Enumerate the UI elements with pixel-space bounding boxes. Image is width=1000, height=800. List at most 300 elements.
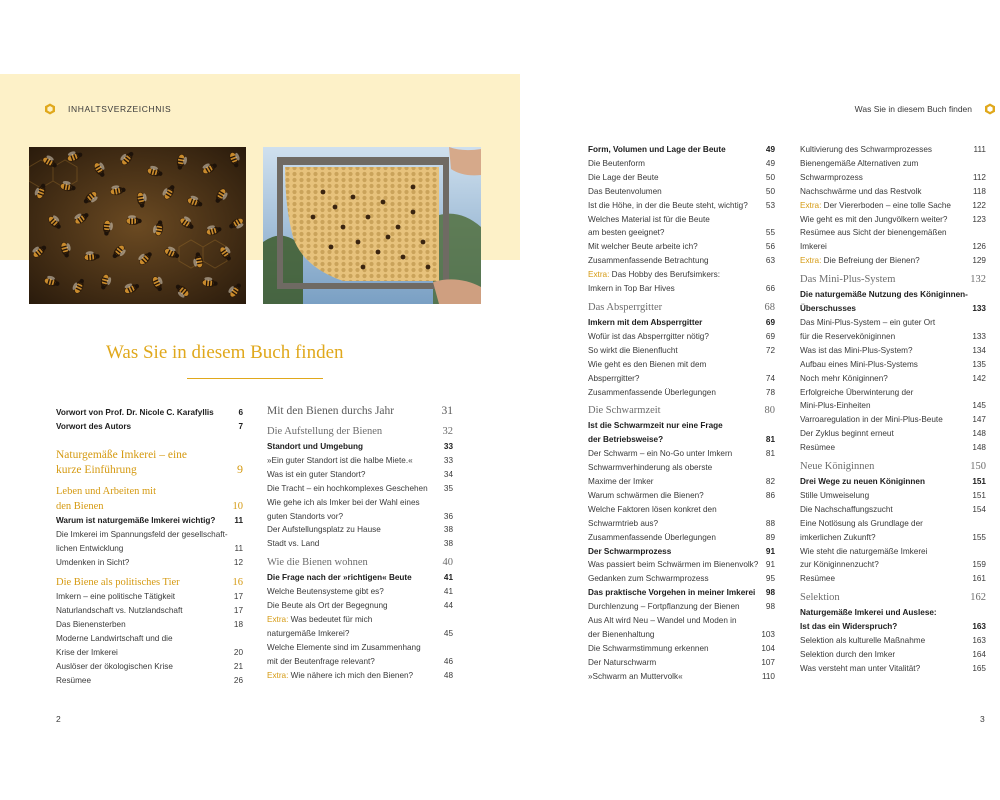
toc-entry-title [800,531,966,545]
toc-entry-text: Das Absperrgitter [588,301,663,313]
toc-entry-text: Der Schwarm – ein No-Go unter Imkern [588,449,733,459]
toc-page-number: 133 [972,304,986,314]
toc-entry[interactable] [56,514,243,528]
toc-page-number: 129 [972,256,986,266]
toc-page-number: 12 [233,557,243,567]
toc-entry-title [56,618,228,632]
toc-entry-text: Das Mini-Plus-System – ein guter Ort [800,317,936,327]
toc-entry[interactable] [588,600,775,614]
toc-page-number: 78 [765,387,775,397]
toc-entry[interactable] [267,523,453,537]
toc-entry[interactable] [56,484,243,499]
toc-entry-text: Die Frage nach der »richtigen« Beute [267,573,412,583]
toc-page-number: 155 [972,532,986,542]
toc-entry-text: Bienengemäße Alternativen zum [800,158,919,168]
toc-entry[interactable] [800,459,986,475]
toc-page-number: 126 [972,242,986,252]
toc-entry-text: Umdenken in Sicht? [56,557,130,567]
toc-entry-title [588,545,760,559]
toc-entry-text: Welches Material ist für die Beute [588,214,710,224]
toc-entry[interactable] [800,662,986,676]
toc-entry[interactable] [588,517,775,531]
toc-entry[interactable] [800,272,986,288]
toc-entry[interactable] [800,185,986,199]
toc-entry-title [588,358,769,372]
toc-entry[interactable] [800,171,986,185]
toc-entry[interactable] [267,537,453,551]
toc-entry[interactable] [800,386,986,400]
toc-entry-text: Wie steht die naturgemäße Imkerei [800,546,928,556]
toc-entry[interactable] [56,448,243,463]
toc-entry-text: Wofür ist das Absperrgitter nötig? [588,331,709,341]
toc-entry-text: Zusammenfassende Überlegungen [588,532,716,542]
toc-page-number: 68 [764,301,775,313]
toc-entry-text: Auslöser der ökologischen Krise [56,661,173,671]
toc-entry-title [800,316,980,330]
toc-entry-title [800,413,966,427]
toc-entry-text: Gedanken zum Schwarmprozess [588,574,709,584]
toc-entry-text: Der Schwarmprozess [588,546,672,556]
toc-entry-text: Ist die Höhe, in der die Beute steht, wichtig? [588,200,748,210]
toc-entry[interactable] [267,424,453,440]
toc-entry-title [267,482,438,496]
toc-entry-text: Selektion durch den Imker [800,650,896,659]
toc-entry-title [267,627,438,641]
toc-entry[interactable] [800,254,986,268]
toc-entry[interactable] [588,475,775,489]
toc-entry[interactable] [56,590,243,604]
toc-entry[interactable] [588,531,775,545]
toc-entry-text: Vorwort des Autors [56,421,132,431]
hexagon-icon [44,103,56,115]
toc-entry-text: Ist das ein Widerspruch? [800,622,898,632]
toc-entry[interactable] [267,482,453,496]
toc-entry[interactable] [56,406,243,420]
toc-entry-title [56,575,227,590]
toc-entry-title [56,484,237,499]
toc-page-number: 44 [443,601,453,611]
toc-entry[interactable] [588,461,775,475]
toc-page-number: 33 [443,455,453,465]
toc-entry[interactable] [588,572,775,586]
toc-page-number: 91 [765,546,775,556]
toc-entry[interactable] [588,558,775,572]
toc-entry-title [56,514,228,528]
toc-entry-title [588,489,760,503]
toc-entry-title [588,670,756,684]
toc-entry[interactable] [800,558,986,572]
toc-entry[interactable] [588,213,775,227]
toc-page-number: 110 [761,671,775,681]
toc-page-number: 69 [765,331,775,341]
toc-entry[interactable] [588,185,775,199]
honeycomb-frame-photo [263,147,481,304]
toc-page-number: 32 [442,426,453,437]
toc-entry[interactable] [588,433,775,447]
toc-entry-text: Schwarmverhinderung als oberste [588,463,713,473]
toc-page-number: 31 [441,405,453,417]
toc-entry-title [267,510,438,524]
toc-page-number: 26 [233,675,243,685]
toc-entry[interactable] [800,517,986,531]
toc-page-number: 46 [443,656,453,666]
toc-entry-text: Die Biene als politisches Tier [56,577,180,589]
toc-entry-title [800,171,967,185]
toc-entry[interactable] [267,571,453,585]
toc-entry-title [588,503,769,517]
toc-entry-title [56,674,228,688]
toc-entry-title [267,440,438,454]
toc-entry[interactable] [588,282,775,296]
toc-entry-title [800,427,966,441]
toc-entry[interactable] [56,420,243,434]
toc-entry[interactable] [800,358,986,372]
toc-entry-text: Das Beutenvolumen [588,186,662,196]
toc-entry[interactable] [800,399,986,413]
toc-entry-text: Welche Faktoren lösen konkret den [588,504,717,514]
toc-entry-text: Resümee [800,574,836,584]
toc-entry-text: Noch mehr Königinnen? [800,373,888,383]
toc-entry[interactable] [267,403,453,420]
toc-entry[interactable] [588,403,775,419]
toc-entry[interactable] [800,302,986,316]
toc-entry[interactable] [800,372,986,386]
toc-entry-title [800,399,966,413]
toc-entry-title [56,406,232,420]
toc-entry[interactable] [588,386,775,400]
toc-entry[interactable] [267,655,453,669]
toc-entry[interactable] [56,618,243,632]
toc-entry-title [56,448,237,463]
toc-entry-title [267,555,437,571]
toc-entry[interactable] [588,489,775,503]
toc-entry-text: Form, Volumen und Lage der Beute [588,145,726,154]
toc-entry-title [588,386,760,400]
toc-entry-text: Die naturgemäße Nutzung des Königinnen- [800,290,968,300]
toc-entry[interactable] [800,213,986,227]
toc-entry-title [588,517,760,531]
toc-entry-text: Mit welcher Beute arbeite ich? [588,242,698,252]
toc-entry-title [800,459,964,475]
toc-entry-text: Mit den Bienen durchs Jahr [267,405,395,417]
toc-entry[interactable] [800,344,986,358]
toc-entry-text: Wie geht es den Bienen mit dem [588,359,707,369]
toc-entry-title [588,199,760,213]
toc-page-number: 21 [233,661,243,671]
toc-entry-text: Was bedeutet für mich [290,614,373,624]
toc-entry-title [588,433,760,447]
toc-entry[interactable] [800,503,986,517]
toc-entry-title [56,420,232,434]
toc-entry[interactable] [267,613,453,627]
toc-entry-title [588,143,760,157]
toc-entry-text: Selektion als kulturelle Maßnahme [800,636,926,646]
toc-entry-title [588,558,760,572]
toc-entry-text: Die Aufstellung der Bienen [267,426,383,437]
toc-entry-text: Das Hobby des Berufsimkers: [611,270,720,280]
toc-page-number: 123 [972,214,986,224]
toc-entry[interactable] [267,627,453,641]
toc-entry-title [588,642,755,656]
toc-entry-text: Durchlenzung – Fortpflanzung der Bienen [588,602,740,612]
toc-page-number: 89 [765,532,775,542]
toc-page-number: 53 [765,200,775,210]
toc-entry[interactable] [588,171,775,185]
toc-entry[interactable] [267,468,453,482]
toc-entry[interactable] [588,628,775,642]
toc-page-number: 80 [764,405,775,417]
toc-page-number: 33 [443,442,453,451]
toc-page-number: 112 [972,172,986,182]
toc-entry-text: am besten geeignet? [588,228,665,238]
toc-page-number: 165 [972,663,986,673]
toc-entry-title [800,386,980,400]
toc-entry[interactable] [800,531,986,545]
toc-entry-title [267,468,438,482]
toc-page-number: 63 [765,256,775,266]
toc-entry-text: Was passiert beim Schwärmen im Bienenvolk? [588,560,759,570]
toc-entry-text: Das Mini-Plus-System [800,274,896,286]
toc-entry[interactable] [800,427,986,441]
toc-extra-label: Extra: [267,670,291,680]
toc-entry-title [588,157,760,171]
toc-entry[interactable] [56,462,243,478]
toc-entry[interactable] [267,585,453,599]
toc-entry[interactable] [800,572,986,586]
toc-entry-text: für die Reserveköniginnen [800,331,896,341]
title-divider [187,378,323,379]
toc-entry-text: Der Viererboden – eine tolle Sache [823,200,951,210]
toc-entry-text: Vorwort von Prof. Dr. Nicole C. Karafyllis [56,408,214,417]
toc-entry[interactable] [588,586,775,600]
toc-entry-title [800,558,966,572]
toc-entry-text: Absperrgitter? [588,373,640,383]
toc-entry-text: Die Imkerei im Spannungsfeld der gesellschaft- [56,529,228,539]
toc-entry-title [800,185,967,199]
toc-column-2 [267,403,453,683]
toc-entry-text: Standort und Umgebung [267,442,363,451]
toc-entry[interactable] [800,157,986,171]
toc-page-number: 20 [233,648,243,658]
toc-entry-text: Was ist ein guter Standort? [267,469,366,479]
toc-entry[interactable] [800,590,986,606]
toc-entry[interactable] [800,413,986,427]
toc-page-number: 35 [443,483,453,493]
toc-page-number: 7 [238,421,243,431]
toc-entry-text: Was ist das Mini-Plus-System? [800,345,913,355]
toc-page-number: 151 [972,490,986,500]
toc-entry-text: Varroaregulation in der Mini-Plus-Beute [800,415,943,425]
toc-entry-text: Stadt vs. Land [267,539,320,549]
toc-page-number: 162 [970,592,986,604]
toc-entry[interactable] [800,226,986,240]
toc-entry[interactable] [267,454,453,468]
toc-entry[interactable] [800,143,986,157]
toc-entry[interactable] [588,545,775,559]
toc-entry[interactable] [800,288,986,302]
toc-entry[interactable] [800,634,986,648]
toc-entry-text: den Bienen [56,500,104,512]
toc-entry-text: Eine Notlösung als Grundlage der [800,518,923,528]
toc-entry-text: Aus Alt wird Neu – Wandel und Moden in [588,616,737,626]
toc-entry-text: So wirkt die Bienenflucht [588,345,678,355]
toc-page-number: 38 [443,539,453,549]
toc-entry-title [267,613,447,627]
toc-entry-text: Wie die Bienen wohnen [267,557,368,569]
running-head-left: INHALTSVERZEICHNIS [68,104,172,114]
toc-entry-text: Die Lage der Beute [588,172,659,182]
toc-entry-title [588,254,760,268]
toc-entry-text: mit der Beutenfrage relevant? [267,656,375,666]
hexagon-icon [984,103,996,115]
toc-entry[interactable] [588,656,775,670]
toc-entry[interactable] [800,316,986,330]
toc-entry-title [800,620,966,634]
toc-entry[interactable] [800,648,986,662]
toc-entry[interactable] [588,316,775,330]
toc-entry[interactable] [588,300,775,316]
toc-entry-text: Der Zyklus beginnt erneut [800,429,894,439]
toc-column-4 [800,143,986,676]
toc-entry-title [267,537,438,551]
toc-entry-text: Naturgemäße Imkerei – eine [56,448,188,461]
toc-page-number: 38 [443,525,453,535]
toc-entry[interactable] [267,641,453,655]
toc-entry-title [588,282,760,296]
toc-entry[interactable] [267,669,453,683]
toc-extra-label: Extra: [588,270,612,280]
toc-entry[interactable] [588,447,775,461]
toc-entry[interactable] [588,143,775,157]
toc-page-number: 56 [765,242,775,252]
toc-entry-title [56,632,237,646]
toc-entry-title [56,604,228,618]
toc-entry[interactable] [267,496,453,510]
toc-extra-label: Extra: [800,256,824,266]
toc-entry-title [800,157,980,171]
toc-entry-text: lichen Entwicklung [56,543,124,553]
toc-entry[interactable] [56,646,243,660]
toc-page-number: 148 [972,429,986,439]
toc-entry[interactable] [800,606,986,620]
toc-entry-title [588,531,760,545]
toc-entry[interactable] [800,489,986,503]
toc-entry-title [800,572,966,586]
toc-page-number: 18 [233,620,243,630]
toc-entry[interactable] [56,556,243,570]
toc-entry[interactable] [588,199,775,213]
toc-column-3 [588,143,775,684]
toc-entry[interactable] [56,499,243,514]
toc-entry[interactable] [800,441,986,455]
toc-extra-label: Extra: [800,200,824,210]
toc-entry[interactable] [800,240,986,254]
toc-entry[interactable] [800,475,986,489]
toc-entry-text: Was versteht man unter Vitalität? [800,663,921,673]
toc-entry[interactable] [800,620,986,634]
toc-entry-title [588,447,760,461]
toc-page-number: 111 [973,145,986,154]
toc-entry-title [800,545,980,559]
toc-entry-title [800,517,980,531]
toc-page-number: 36 [443,511,453,521]
toc-entry[interactable] [56,660,243,674]
toc-entry[interactable] [588,240,775,254]
toc-entry-title [56,542,229,556]
toc-entry-title [800,302,966,316]
toc-entry[interactable] [56,575,243,590]
toc-entry-title [588,240,760,254]
toc-page-number: 17 [233,592,243,602]
toc-entry-text: Mini-Plus-Einheiten [800,401,871,411]
toc-entry[interactable] [56,542,243,556]
toc-entry[interactable] [588,344,775,358]
toc-entry-title [800,213,966,227]
toc-entry-text: Selektion [800,592,840,604]
toc-entry[interactable] [588,419,775,433]
toc-entry[interactable] [800,330,986,344]
toc-entry-text: Stille Umweiselung [800,490,870,500]
toc-entry[interactable] [56,528,243,542]
toc-entry-text: Moderne Landwirtschaft und die [56,634,173,644]
toc-entry[interactable] [588,254,775,268]
toc-entry[interactable] [588,268,775,282]
toc-page-number: 142 [972,373,986,383]
toc-entry[interactable] [588,614,775,628]
toc-entry[interactable] [588,670,775,684]
toc-entry-text: Imkern – eine politische Tätigkeit [56,592,176,602]
toc-entry-title [267,454,438,468]
toc-entry[interactable] [267,440,453,454]
toc-entry-text: Imkerei [800,242,827,252]
toc-page-number: 55 [765,228,775,238]
toc-entry[interactable] [588,226,775,240]
toc-entry[interactable] [588,157,775,171]
toc-entry[interactable] [588,503,775,517]
toc-entry[interactable] [267,599,453,613]
toc-entry-title [800,272,964,288]
toc-entry-text: Das Bienensterben [56,620,126,630]
toc-entry-text: »Schwarm an Muttervolk« [588,671,683,681]
toc-entry-text: Resümee [56,675,92,685]
toc-entry[interactable] [588,358,775,372]
toc-entry[interactable] [56,674,243,688]
toc-entry[interactable] [56,604,243,618]
toc-entry-title [800,358,966,372]
toc-entry-title [56,556,228,570]
toc-entry-title [588,372,760,386]
toc-entry-title [800,634,966,648]
toc-entry[interactable] [267,555,453,571]
toc-entry-title [800,288,980,302]
toc-entry[interactable] [267,510,453,524]
toc-entry[interactable] [800,199,986,213]
toc-entry-text: Neue Königinnen [800,461,875,473]
toc-entry[interactable] [56,632,243,646]
toc-entry-text: Naturlandschaft vs. Nutzlandschaft [56,606,183,616]
toc-entry-text: Die Schwarmzeit [588,405,661,417]
toc-entry[interactable] [588,372,775,386]
toc-entry-title [267,496,447,510]
toc-entry[interactable] [800,545,986,559]
toc-page-number: 95 [765,574,775,584]
toc-page-number: 66 [765,284,775,294]
toc-page-number: 16 [232,577,243,589]
toc-entry[interactable] [588,330,775,344]
toc-entry-title [800,489,966,503]
toc-entry[interactable] [588,642,775,656]
toc-entry-title [588,185,760,199]
